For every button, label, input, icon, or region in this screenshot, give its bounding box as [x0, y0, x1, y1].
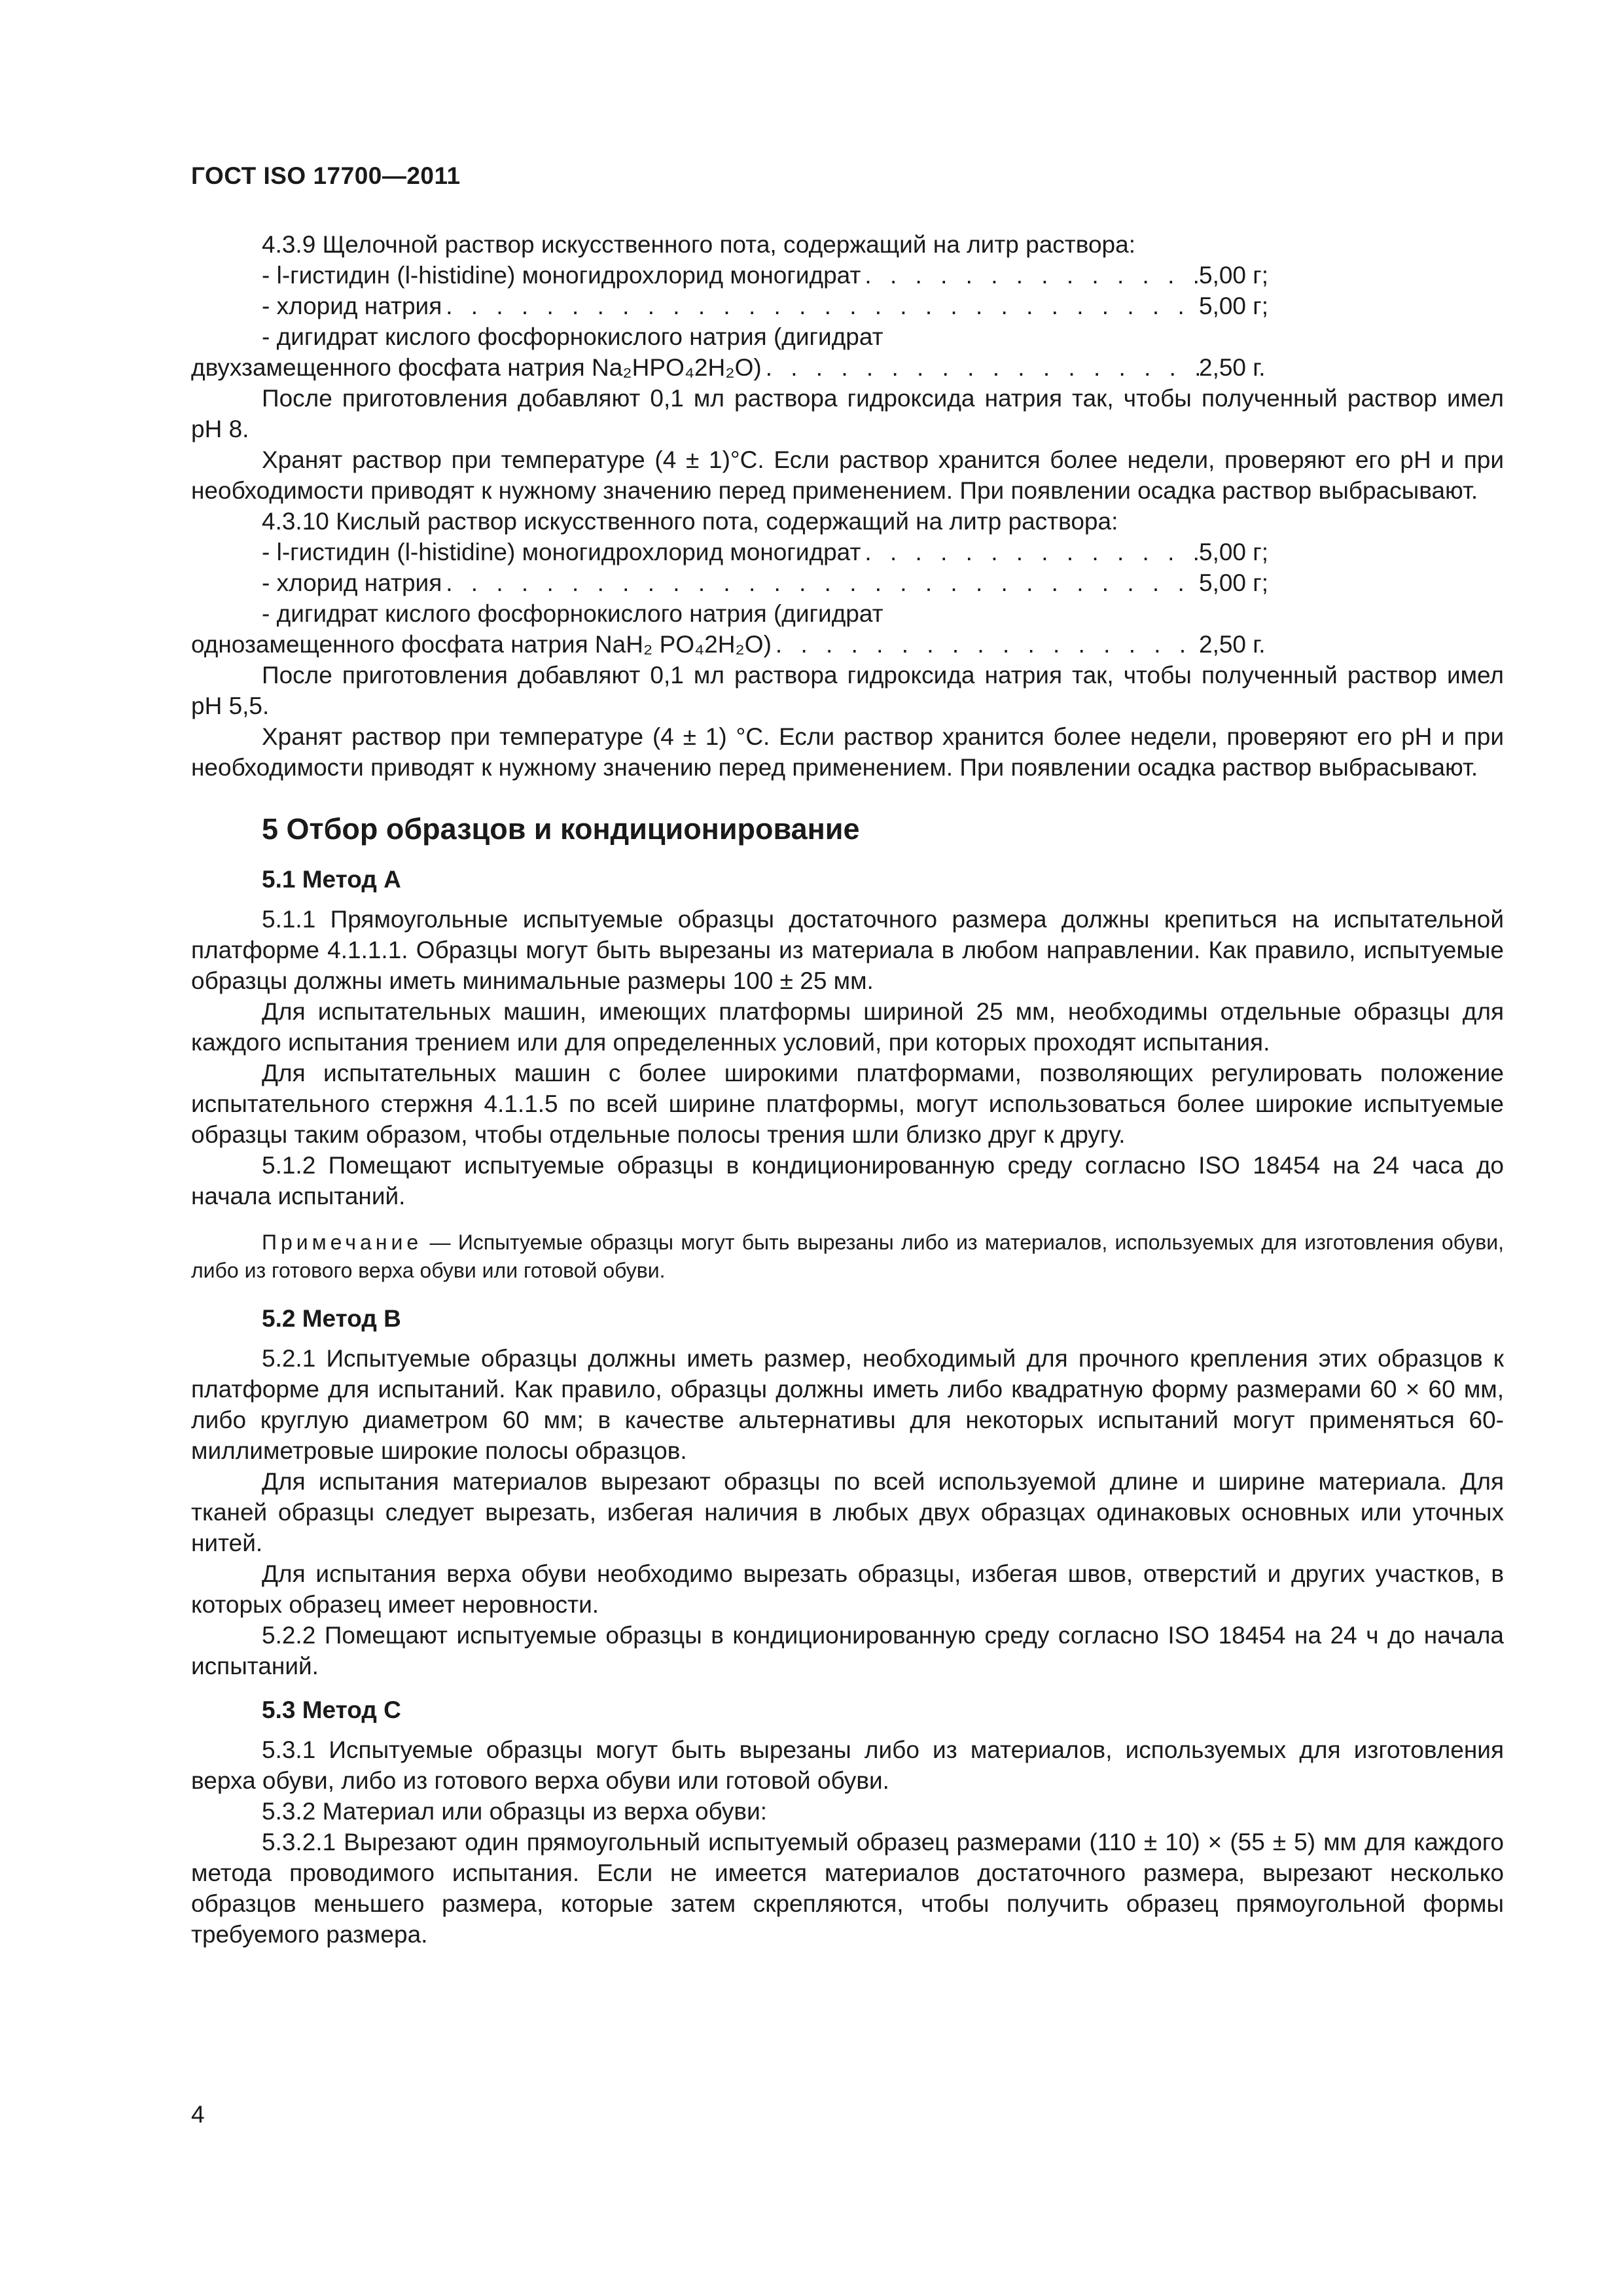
subsection-5-2-heading: 5.2 Метод В [262, 1305, 401, 1332]
paragraph: Для испытания материалов вырезают образцы по всей используемой длине и ширине материала. Для тканей образцы следует вырезать, избегая наличия в любых двух образцах одинаковых основных или уточных нитей. [191, 1468, 1504, 1556]
ingredient-row: - дигидрат кислого фосфорнокислого натрия (дигидрат [262, 600, 883, 627]
ingredient-row: однозамещенного фосфата натрия NaH₂ PO₄2H₂O) . . . 2,50 г. [191, 629, 1291, 660]
paragraph: Для испытательных машин с более широкими платформами, позволяющих регулировать положение испытательного стержня 4.1.1.5 по всей ширине платформы, могут использоваться более широкие испытуемые образцы таким образом, чтобы отдельные полосы трения шли близко друг к другу. [191, 1060, 1504, 1148]
paragraph: 5.1.2 Помещают испытуемые образцы в кондиционированную среду согласно ISO 18454 на 24 часа до начала испытаний. [191, 1152, 1504, 1210]
subsection-5-3-heading: 5.3 Метод С [262, 1696, 401, 1723]
document-body [191, 229, 1504, 1950]
note-label: Примечание [262, 1230, 423, 1254]
subsection-5-1-heading: 5.1 Метод А [262, 866, 401, 893]
dot-leader [762, 352, 1199, 383]
paragraph: Для испытания верха обуви необходимо вырезать образцы, избегая швов, отверстий и других участков, в которых образец имеет неровности. [191, 1560, 1504, 1618]
note [191, 1229, 1504, 1285]
document-header: ГОСТ ISO 17700—2011 [191, 162, 461, 189]
ingredient-list-4-3-9 [191, 260, 1291, 383]
ingredient-list-4-3-10 [191, 537, 1291, 660]
ingredient-row: - хлорид натрия . . . 5,00 г; [191, 567, 1291, 598]
section-4-3-9-intro: 4.3.9 Щелочной раствор искусственного пота, содержащий на литр раствора: [262, 231, 1135, 258]
paragraph: 5.3.2 Материал или образцы из верха обуви: [262, 1798, 768, 1825]
paragraph: 5.1.1 Прямоугольные испытуемые образцы достаточного размера должны крепиться на испытательной платформе 4.1.1.1. Образцы могут быть вырезаны из материала в любом направлении. Как правило, испытуемые образцы должны иметь минимальные размеры 100 ± 25 мм. [191, 906, 1504, 994]
dot-leader [772, 629, 1199, 660]
dot-leader [861, 537, 1199, 567]
page-number: 4 [191, 2101, 205, 2128]
paragraph: После приготовления добавляют 0,1 мл раствора гидроксида натрия так, чтобы полученный раствор имел рН 8. [191, 385, 1504, 442]
ingredient-row: - l-гистидин (l-histidine) моногидрохлорид моногидрат . . . 5,00 г; [191, 537, 1291, 567]
ingredient-row: - хлорид натрия . . . 5,00 г; [191, 291, 1291, 321]
paragraph: Хранят раствор при температуре (4 ± 1)°С. Если раствор хранится более недели, проверяют его рН и при необходимости приводят к нужному значению перед применением. При появлении осадка раствор выбрасывают. [191, 446, 1504, 504]
section-5-heading: 5 Отбор образцов и кондиционирование [262, 812, 860, 846]
ingredient-row: - дигидрат кислого фосфорнокислого натрия (дигидрат [262, 323, 883, 350]
paragraph: 5.3.1 Испытуемые образцы могут быть вырезаны либо из материалов, используемых для изготовления верха обуви, либо из готового верха обуви или готовой обуви. [191, 1736, 1504, 1794]
section-4-3-10-intro: 4.3.10 Кислый раствор искусственного пота, содержащий на литр раствора: [262, 508, 1118, 535]
ingredient-row: - l-гистидин (l-histidine) моногидрохлорид моногидрат . . . 5,00 г; [191, 260, 1291, 291]
dot-leader [442, 291, 1199, 321]
paragraph: 5.2.1 Испытуемые образцы должны иметь размер, необходимый для прочного крепления этих образцов к платформе для испытаний. Как правило, образцы должны иметь либо квадратную форму размерами 60 × 60 мм, либо круглую диаметром 60 мм; в качестве альтернативы для некоторых испытаний могут применяться 60-миллиметровые широкие полосы образцов. [191, 1345, 1504, 1464]
paragraph: 5.2.2 Помещают испытуемые образцы в кондиционированную среду согласно ISO 18454 на 24 ч до начала испытаний. [191, 1622, 1504, 1679]
paragraph: Для испытательных машин, имеющих платформы шириной 25 мм, необходимы отдельные образцы для каждого испытания трением или для определенных условий, при которых проходят испытания. [191, 998, 1504, 1056]
dot-leader [442, 567, 1199, 598]
paragraph: 5.3.2.1 Вырезают один прямоугольный испытуемый образец размерами (110 ± 10) × (55 ± 5) мм для каждого метода проводимого испытания. Если не имеется материалов достаточного размера, вырезают несколько образцов меньшего размера, которые затем скрепляются, чтобы получить образец прямоугольной формы требуемого размера. [191, 1829, 1504, 1948]
paragraph: После приготовления добавляют 0,1 мл раствора гидроксида натрия так, чтобы полученный раствор имел рН 5,5. [191, 662, 1504, 719]
dot-leader [861, 260, 1199, 291]
paragraph: Хранят раствор при температуре (4 ± 1) °С. Если раствор хранится более недели, проверяют его рН и при необходимости приводят к нужному значению перед применением. При появлении осадка раствор выбрасывают. [191, 723, 1504, 781]
note-text: — Испытуемые образцы могут быть вырезаны либо из материалов, используемых для изготовления обуви, либо из готового верха обуви или готовой обуви. [191, 1230, 1504, 1282]
ingredient-row: двухзамещенного фосфата натрия Na₂HPO₄2H₂O) . . . 2,50 г. [191, 352, 1291, 383]
